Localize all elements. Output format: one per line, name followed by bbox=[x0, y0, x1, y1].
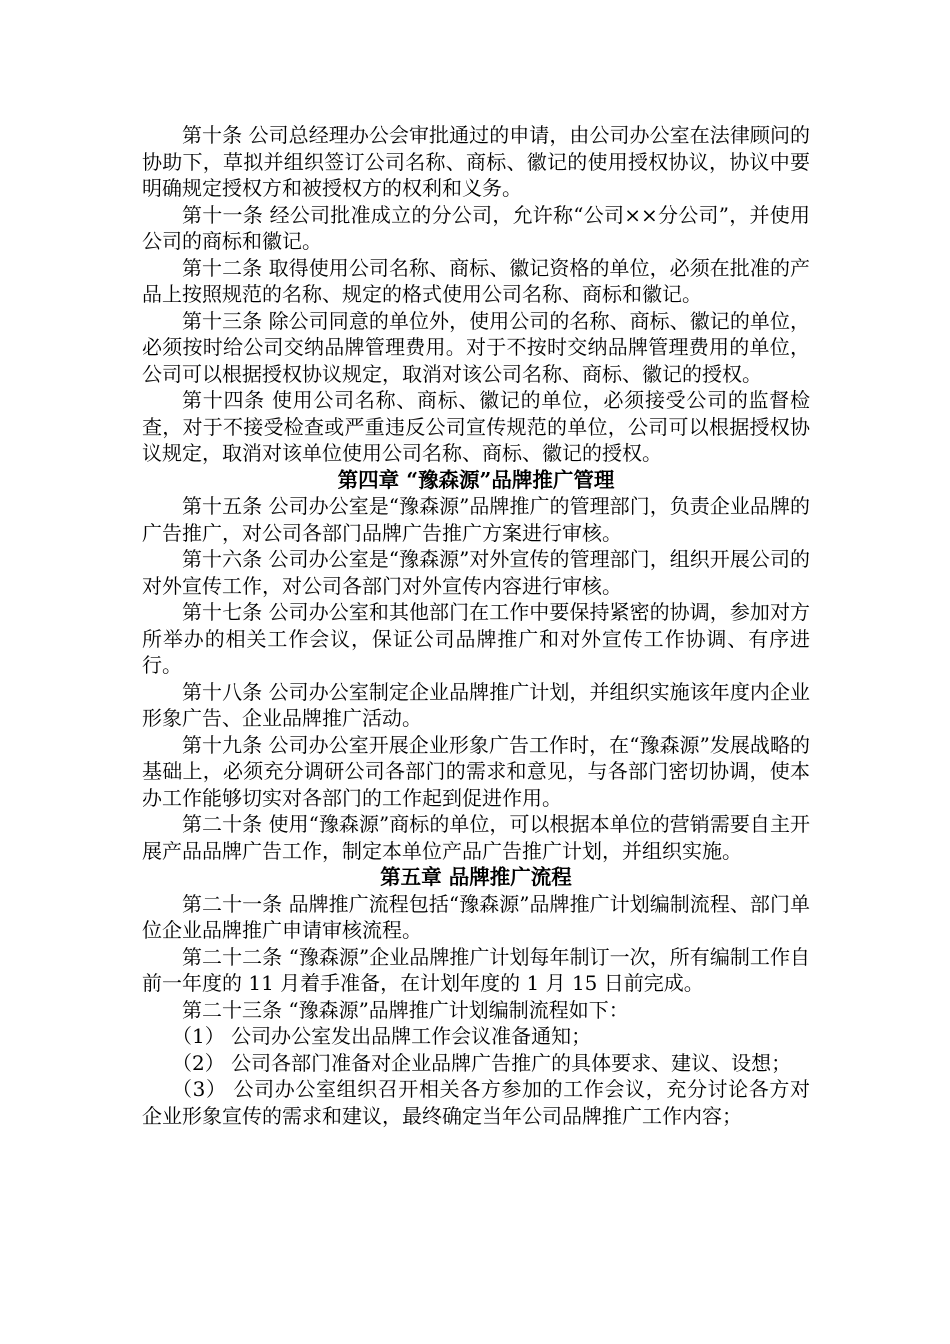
chapter-5-heading: 第五章 品牌推广流程 bbox=[380, 865, 572, 889]
article-18: 第十八条 公司办公室制定企业品牌推广计划，并组织实施该年度内企业形象广告、企业品牌推广活动。 bbox=[142, 679, 810, 730]
article-11: 第十一条 经公司批准成立的分公司，允许称“公司××分公司”，并使用公司的商标和徽记。 bbox=[142, 202, 810, 253]
article-10: 第十条 公司总经理办公会审批通过的申请，由公司办公室在法律顾问的协助下，草拟并组织签订公司名称、商标、徽记的使用授权协议，协议中要明确规定授权方和被授权方的权利和义务。 bbox=[142, 123, 810, 200]
article-16: 第十六条 公司办公室是“豫森源”对外宣传的管理部门，组织开展公司的对外宣传工作，对公司各部门对外宣传内容进行审核。 bbox=[142, 547, 810, 598]
document-page bbox=[142, 122, 810, 1129]
article-15: 第十五条 公司办公室是“豫森源”品牌推广的管理部门，负责企业品牌的广告推广，对公司各部门品牌广告推广方案进行审核。 bbox=[142, 494, 810, 545]
list-item-2: （2） 公司各部门准备对企业品牌广告推广的具体要求、建议、设想； bbox=[172, 1050, 792, 1075]
article-21: 第二十一条 品牌推广流程包括“豫森源”品牌推广计划编制流程、部门单位企业品牌推广申请审核流程。 bbox=[142, 891, 810, 942]
chapter-4-heading: 第四章 “豫森源”品牌推广管理 bbox=[337, 467, 615, 492]
article-19: 第十九条 公司办公室开展企业形象广告工作时，在“豫森源”发展战略的基础上，必须充分调研公司各部门的需求和意见，与各部门密切协调，使本办工作能够切实对各部门的工作起到促进作用。 bbox=[142, 732, 810, 810]
article-13: 第十三条 除公司同意的单位外，使用公司的名称、商标、徽记的单位，必须按时给公司交纳品牌管理费用。对于不按时交纳品牌管理费用的单位，公司可以根据授权协议规定，取消对该公司名称、商标、徽记的授权。 bbox=[142, 308, 810, 386]
article-17: 第十七条 公司办公室和其他部门在工作中要保持紧密的协调，参加对方所举办的相关工作会议，保证公司品牌推广和对外宣传工作协调、有序进行。 bbox=[142, 600, 810, 677]
article-22: 第二十二条 “豫森源”企业品牌推广计划每年制订一次，所有编制工作自前一年度的 11 月着手准备，在计划年度的 1 月 15 日前完成。 bbox=[142, 944, 810, 995]
article-12: 第十二条 取得使用公司名称、商标、徽记资格的单位，必须在批准的产品上按照规范的名称、规定的格式使用公司名称、商标和徽记。 bbox=[142, 255, 810, 306]
list-item-1: （1） 公司办公室发出品牌工作会议准备通知； bbox=[172, 1024, 592, 1048]
article-23: 第二十三条 “豫森源”品牌推广计划编制流程如下： bbox=[182, 997, 629, 1022]
article-14: 第十四条 使用公司名称、商标、徽记的单位，必须接受公司的监督检查，对于不接受检查或严重违反公司宣传规范的单位，公司可以根据授权协议规定，取消对该单位使用公司名称、商标、徽记的授权。 bbox=[142, 388, 810, 465]
article-20: 第二十条 使用“豫森源”商标的单位，可以根据本单位的营销需要自主开展产品品牌广告工作，制定本单位产品广告推广计划，并组织实施。 bbox=[142, 812, 810, 863]
list-item-3: （3） 公司办公室组织召开相关各方参加的工作会议，充分讨论各方对企业形象宣传的需求和建议，最终确定当年公司品牌推广工作内容； bbox=[142, 1077, 810, 1128]
